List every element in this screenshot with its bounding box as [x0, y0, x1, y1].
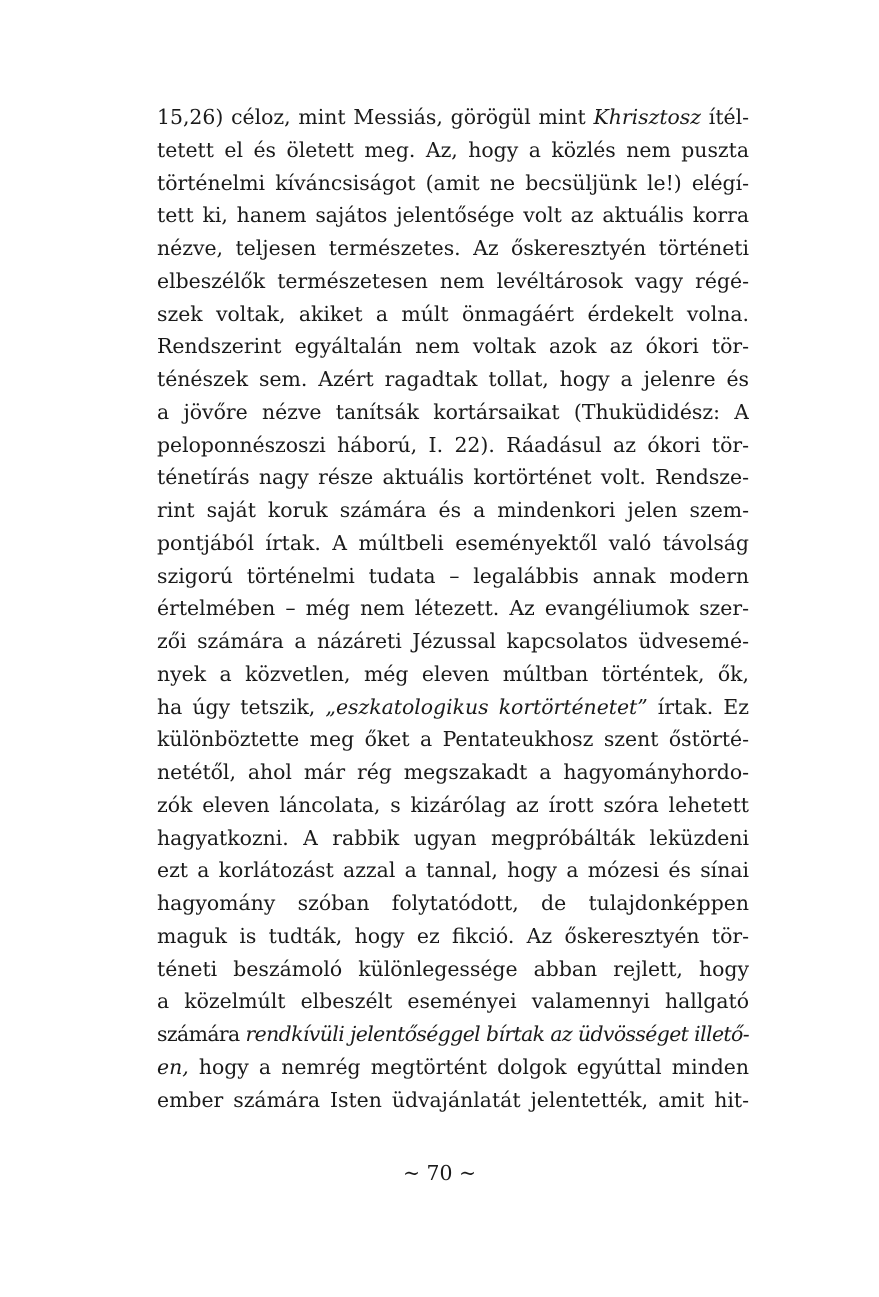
text-run: a jövőre nézve tanítsák kortársaikat (Thuküdidész: A [157, 399, 749, 424]
text-line [157, 101, 749, 134]
text-run: 15,26) céloz, mint Messiás, görögül mint [157, 105, 594, 129]
text-run: a közelmúlt elbeszélt eseményei valamennyi hallgató [157, 989, 749, 1014]
text-line [157, 134, 749, 167]
text-line [157, 461, 749, 494]
text-line [157, 592, 749, 625]
text-line [157, 756, 749, 789]
italic-text: rendkívüli jelentőséggel bírtak az üdvösséget illető- [245, 1022, 749, 1046]
text-run: ember számára Isten üdvajánlatát jelentették, amit hit- [157, 1087, 749, 1112]
text-line [157, 822, 749, 855]
text-run: nyek a közvetlen, még eleven múltban történtek, ők, [157, 661, 749, 686]
text-line [157, 1051, 749, 1084]
text-run: tetett el és öletett meg. Az, hogy a közlés nem puszta [157, 137, 749, 162]
page-number: ~ 70 ~ [402, 1161, 477, 1185]
text-run: ténészek sem. Azért ragadtak tollat, hogy a jelenre és [157, 367, 749, 391]
text-run: Rendszerint egyáltalán nem voltak azok az ókori tör- [157, 334, 749, 359]
text-run: különböztette meg őket a Pentateukhosz szent őstörté- [157, 727, 749, 752]
italic-text: en, [157, 1054, 189, 1079]
text-run: írtak. Ez [647, 694, 749, 719]
text-line [157, 985, 749, 1018]
text-line [157, 723, 749, 756]
text-line [157, 298, 749, 331]
text-run: ezt a korlátozást azzal a tannal, hogy a mózesi és sínai [157, 858, 749, 883]
text-run: téneti beszámoló különlegessége abban rejlett, hogy [157, 956, 749, 981]
text-run: nézve, teljesen természetes. Az őskeresztyén történeti [157, 236, 749, 260]
text-run: ítél- [701, 105, 749, 129]
text-run: hagyatkozni. A rabbik ugyan megpróbálták leküzdeni [157, 825, 749, 850]
text-line [157, 887, 749, 920]
text-line [157, 625, 749, 658]
text-line [157, 199, 749, 232]
text-line [157, 396, 749, 429]
text-line [157, 330, 749, 363]
text-run: történelmi kíváncsiságot (amit ne becsüljünk le!) elégí- [157, 170, 749, 195]
text-line [157, 232, 749, 265]
italic-text: „eszkatologikus kortörténetet” [325, 694, 648, 719]
text-run: ténetírás nagy része aktuális kortörténet volt. Rendsze- [157, 465, 749, 490]
text-line [157, 429, 749, 462]
text-run: szek voltak, akiket a múlt önmagáért érdekelt volna. [157, 301, 749, 326]
body-text [157, 101, 749, 1116]
text-run: zók eleven láncolata, s kizárólag az írott szóra lehetett [157, 792, 749, 817]
text-line [157, 363, 749, 396]
text-run: értelmében – még nem létezett. Az evangéliumok szer- [157, 596, 749, 621]
text-run: pontjából írtak. A múltbeli eseményektől való távolság [157, 530, 749, 555]
text-line [157, 953, 749, 986]
italic-text: Khrisztosz [593, 105, 702, 129]
text-line [157, 167, 749, 200]
text-run: tett ki, hanem sajátos jelentősége volt az aktuális korra [157, 203, 749, 228]
text-run: rint saját koruk számára és a mindenkori jelen szem- [157, 498, 749, 522]
text-run: netétől, ahol már rég megszakadt a hagyományhordo- [157, 760, 749, 784]
text-line [157, 560, 749, 593]
text-run: peloponnészoszi háború, I. 22). Ráadásul az ókori tör- [157, 432, 749, 457]
text-line [157, 1018, 749, 1051]
text-line [157, 1084, 749, 1117]
text-line [157, 789, 749, 822]
text-run: hogy a nemrég megtörtént dolgok egyúttal minden [188, 1054, 749, 1079]
text-run: zői számára a názáreti Jézussal kapcsolatos üdvesemé- [157, 629, 749, 653]
text-line [157, 527, 749, 560]
text-run: számára [157, 1022, 246, 1046]
text-line [157, 854, 749, 887]
text-line [157, 691, 749, 724]
text-line [157, 265, 749, 298]
text-run: hagyomány szóban folytatódott, de tulajdonképpen [157, 891, 749, 915]
text-run: szigorú történelmi tudata – legalábbis annak modern [157, 563, 749, 588]
text-line [157, 920, 749, 953]
text-line [157, 658, 749, 691]
text-run: maguk is tudták, hogy ez fikció. Az őskeresztyén tör- [157, 923, 749, 948]
text-run: ha úgy tetszik, [157, 694, 326, 719]
text-line [157, 494, 749, 527]
text-run: elbeszélők természetesen nem levéltárosok vagy régé- [157, 268, 749, 293]
